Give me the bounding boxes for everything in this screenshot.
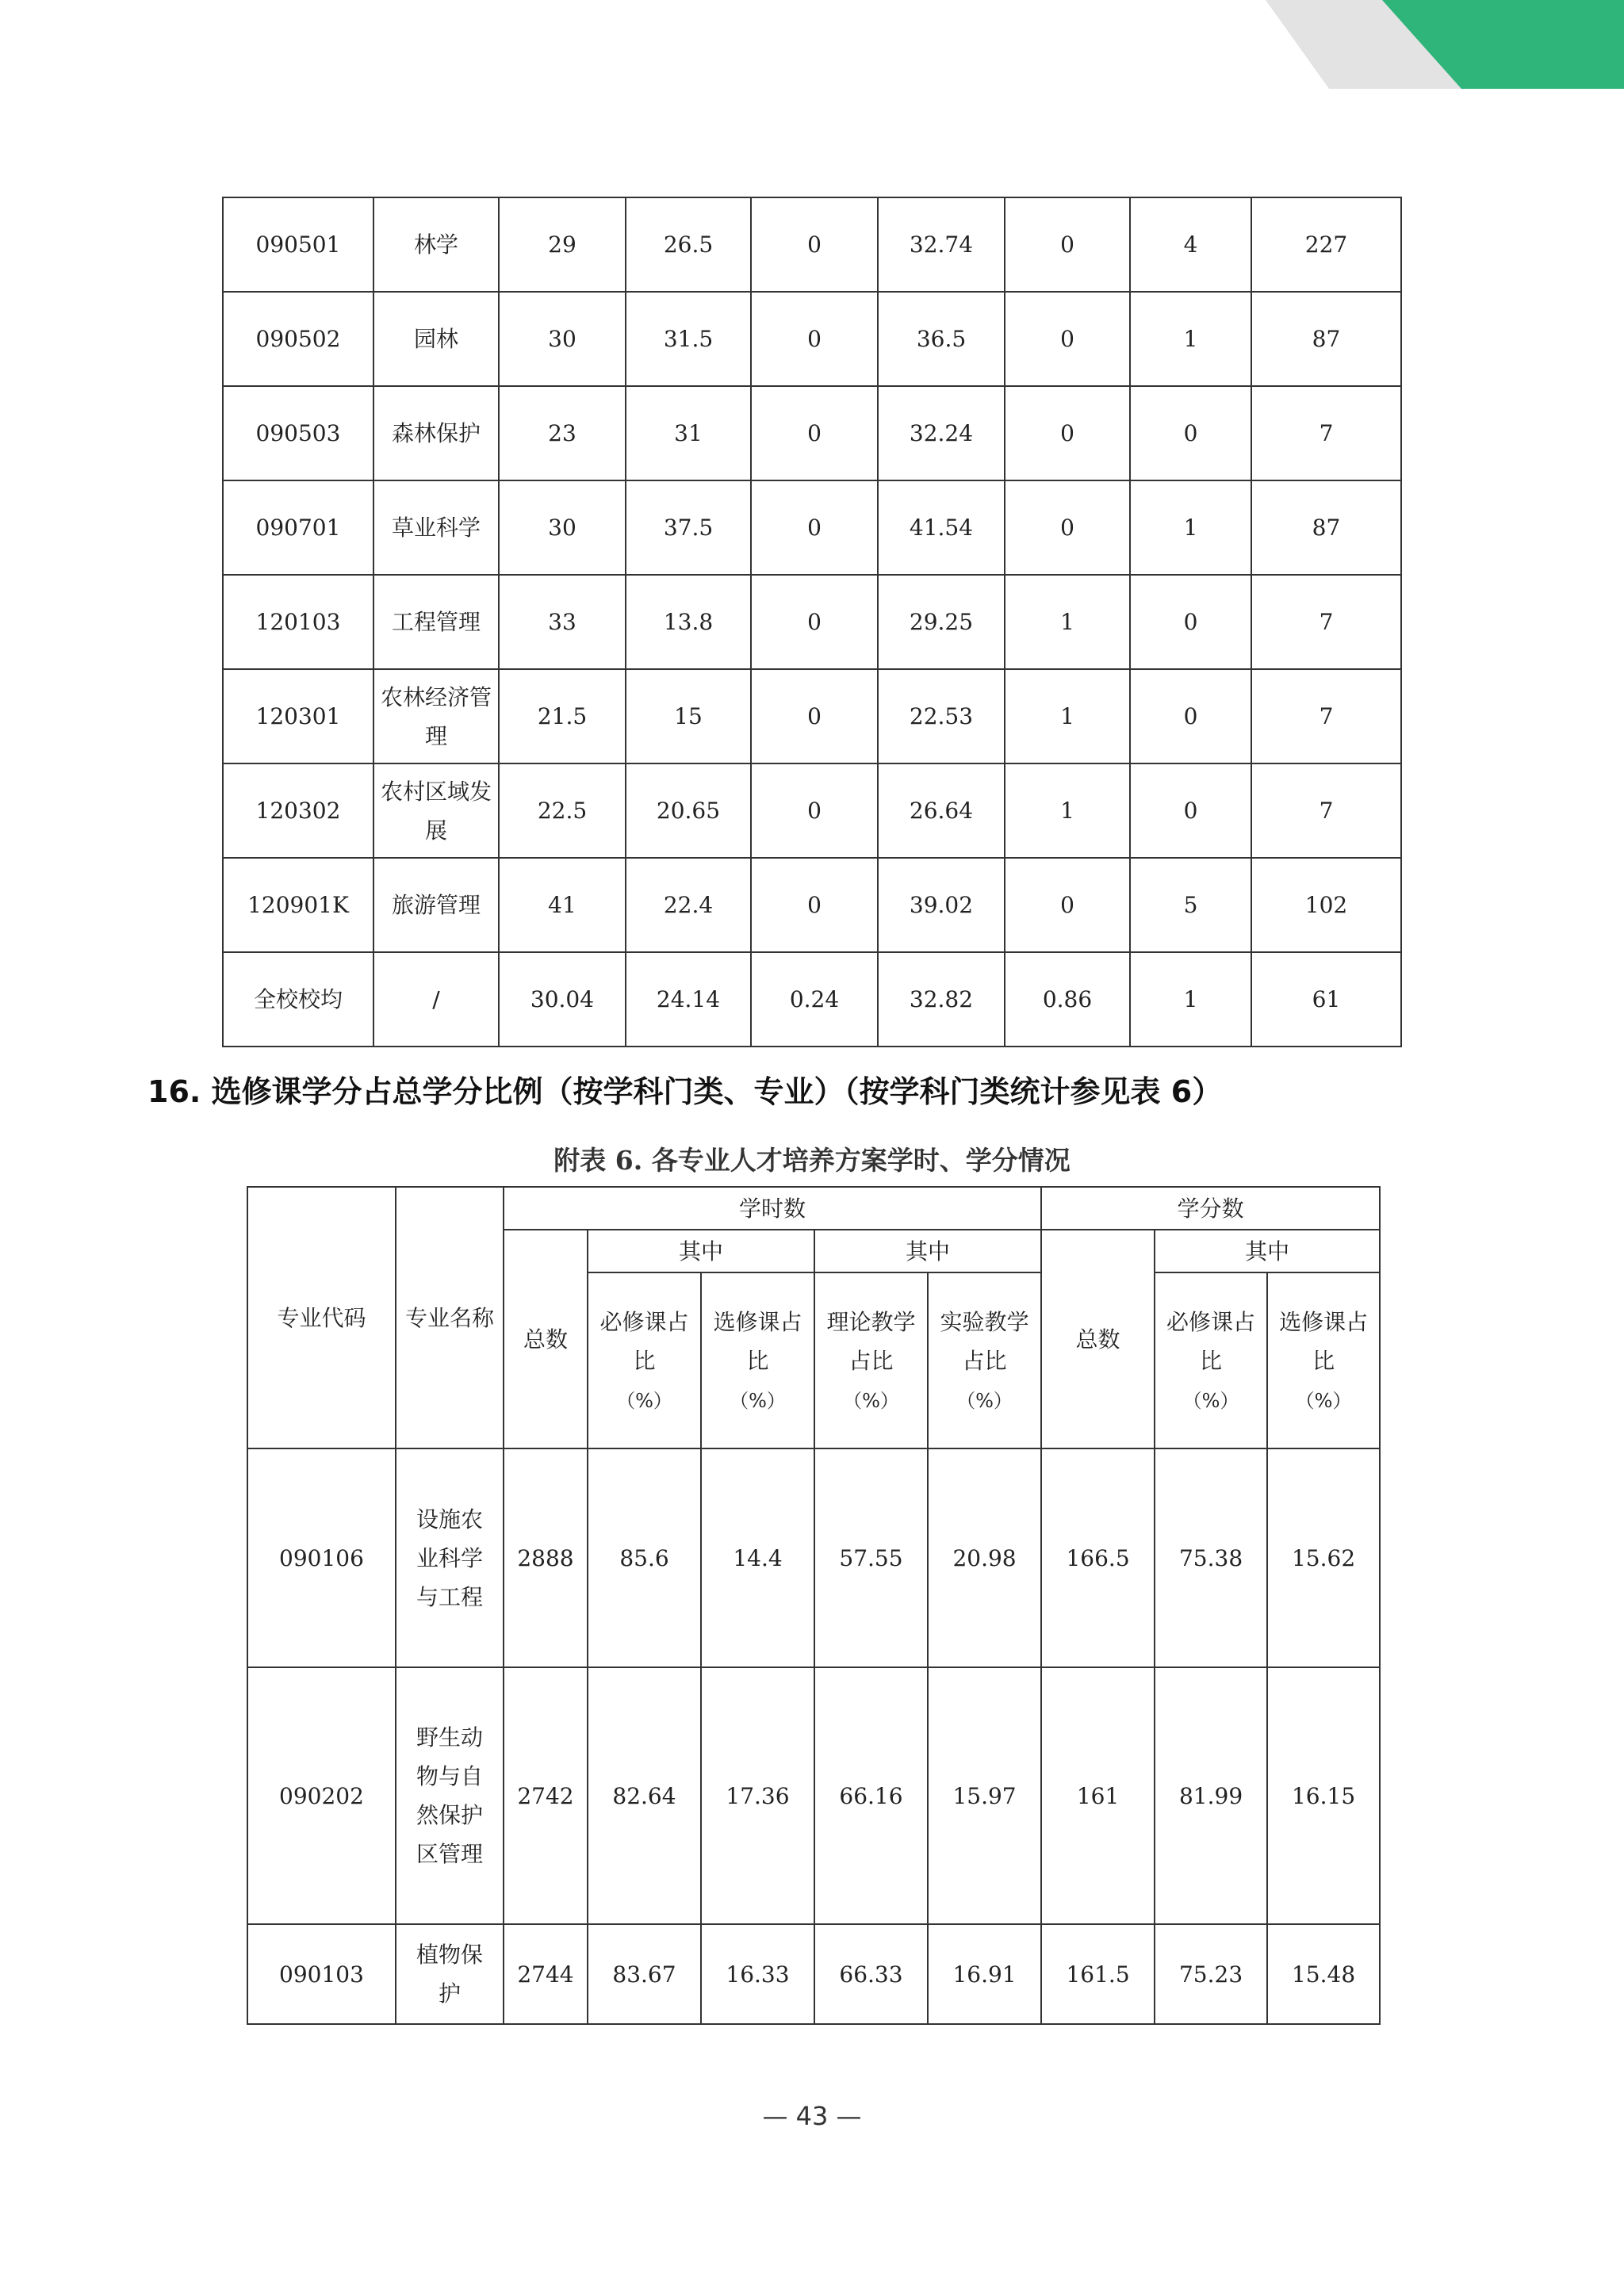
credit-table-body bbox=[223, 197, 1401, 1047]
header-major-code: 专业代码 bbox=[247, 1187, 396, 1448]
table-cell: 090503 bbox=[223, 386, 373, 480]
table-cell: 61 bbox=[1251, 952, 1401, 1047]
corner-decoration bbox=[1228, 0, 1624, 95]
header-theory-ratio: 理论教学占比 （%） bbox=[814, 1272, 928, 1448]
table-cell: 0 bbox=[1005, 480, 1130, 575]
table-cell: 31 bbox=[626, 386, 751, 480]
table-cell: 旅游管理 bbox=[373, 858, 499, 952]
table-cell: 2742 bbox=[504, 1667, 588, 1924]
table-cell: 4 bbox=[1130, 197, 1251, 292]
table-cell: 野生动物与自然保护区管理 bbox=[396, 1667, 504, 1924]
table-cell: 26.64 bbox=[878, 763, 1005, 858]
table-cell: 81.99 bbox=[1155, 1667, 1267, 1924]
table-caption: 附表 6. 各专业人才培养方案学时、学分情况 bbox=[553, 1145, 1071, 1176]
table-cell: 草业科学 bbox=[373, 480, 499, 575]
table-cell: 85.6 bbox=[588, 1448, 701, 1667]
table-cell: 227 bbox=[1251, 197, 1401, 292]
table-cell: 1 bbox=[1130, 952, 1251, 1047]
header-hours-total: 总数 bbox=[504, 1230, 588, 1448]
table-cell: 1 bbox=[1130, 292, 1251, 386]
table-cell: 32.74 bbox=[878, 197, 1005, 292]
section-heading: 16. 选修课学分占总学分比例（按学科门类、专业）（按学科门类统计参见表 6） bbox=[147, 1074, 1223, 1109]
table-cell: 16.91 bbox=[928, 1924, 1041, 2024]
table-cell: 29 bbox=[499, 197, 626, 292]
table-cell: 1 bbox=[1005, 669, 1130, 763]
table-cell: 29.25 bbox=[878, 575, 1005, 669]
header-credits-total: 总数 bbox=[1041, 1230, 1155, 1448]
table-cell: 161.5 bbox=[1041, 1924, 1155, 2024]
table-cell: 30.04 bbox=[499, 952, 626, 1047]
table-row bbox=[223, 197, 1401, 292]
table-cell: 57.55 bbox=[814, 1448, 928, 1667]
table-cell: 39.02 bbox=[878, 858, 1005, 952]
table-cell: 7 bbox=[1251, 669, 1401, 763]
table-cell: 22.53 bbox=[878, 669, 1005, 763]
header-major-name: 专业名称 bbox=[396, 1187, 504, 1448]
table-row bbox=[223, 952, 1401, 1047]
table-row bbox=[223, 292, 1401, 386]
table-cell: 0 bbox=[751, 669, 878, 763]
table-cell: 41 bbox=[499, 858, 626, 952]
table-cell: 15.48 bbox=[1267, 1924, 1380, 2024]
table-cell: 090202 bbox=[247, 1667, 396, 1924]
header-lab-ratio: 实验教学占比 （%） bbox=[928, 1272, 1041, 1448]
table-cell: 0 bbox=[751, 858, 878, 952]
table-cell: 0 bbox=[1130, 386, 1251, 480]
table-cell: 设施农业科学与工程 bbox=[396, 1448, 504, 1667]
table-cell: 2744 bbox=[504, 1924, 588, 2024]
table-cell: 090701 bbox=[223, 480, 373, 575]
header-credits-of-which: 其中 bbox=[1155, 1230, 1380, 1272]
table-cell: 0 bbox=[751, 292, 878, 386]
table-cell: 7 bbox=[1251, 763, 1401, 858]
table-cell: 15 bbox=[626, 669, 751, 763]
table-cell: 0.86 bbox=[1005, 952, 1130, 1047]
table-cell: 7 bbox=[1251, 575, 1401, 669]
table-cell: 农林经济管理 bbox=[373, 669, 499, 763]
header-credits-required-ratio: 必修课占比 （%） bbox=[1155, 1272, 1267, 1448]
table-cell: 41.54 bbox=[878, 480, 1005, 575]
table-cell: 0 bbox=[751, 763, 878, 858]
table-cell: 7 bbox=[1251, 386, 1401, 480]
header-credits-elective-ratio: 选修课占比 （%） bbox=[1267, 1272, 1380, 1448]
table-cell: 161 bbox=[1041, 1667, 1155, 1924]
table-cell: 园林 bbox=[373, 292, 499, 386]
table-cell: 工程管理 bbox=[373, 575, 499, 669]
table-cell: 20.98 bbox=[928, 1448, 1041, 1667]
table-cell: 26.5 bbox=[626, 197, 751, 292]
table-cell: 林学 bbox=[373, 197, 499, 292]
table-row bbox=[223, 669, 1401, 763]
table-cell: 120302 bbox=[223, 763, 373, 858]
table-cell: 0 bbox=[1005, 292, 1130, 386]
table-cell: 30 bbox=[499, 292, 626, 386]
table-row bbox=[247, 1667, 1380, 1924]
table-cell: 0 bbox=[751, 575, 878, 669]
table-cell: 1 bbox=[1130, 480, 1251, 575]
table-cell: 2888 bbox=[504, 1448, 588, 1667]
table-cell: 87 bbox=[1251, 292, 1401, 386]
table-cell: 1 bbox=[1005, 575, 1130, 669]
table-cell: 0 bbox=[1005, 858, 1130, 952]
table-cell: 15.97 bbox=[928, 1667, 1041, 1924]
page-number: — 43 — bbox=[762, 2101, 862, 2131]
table-row bbox=[223, 386, 1401, 480]
table-cell: 0.24 bbox=[751, 952, 878, 1047]
table-cell: 87 bbox=[1251, 480, 1401, 575]
header-hours-group: 学时数 bbox=[504, 1187, 1041, 1230]
table-cell: 农村区域发展 bbox=[373, 763, 499, 858]
table-row bbox=[247, 1448, 1380, 1667]
table-row bbox=[223, 575, 1401, 669]
table-cell: 13.8 bbox=[626, 575, 751, 669]
table-cell: 32.82 bbox=[878, 952, 1005, 1047]
table-row bbox=[247, 1924, 1380, 2024]
table-cell: 166.5 bbox=[1041, 1448, 1155, 1667]
table-cell: 120103 bbox=[223, 575, 373, 669]
table-cell: 0 bbox=[1130, 575, 1251, 669]
credit-table-continued bbox=[222, 197, 1402, 1047]
table-cell: 30 bbox=[499, 480, 626, 575]
table-row bbox=[223, 480, 1401, 575]
header-required-ratio: 必修课占比 （%） bbox=[588, 1272, 701, 1448]
table-cell: 090103 bbox=[247, 1924, 396, 2024]
table-cell: 0 bbox=[751, 480, 878, 575]
table-cell: 0 bbox=[1005, 197, 1130, 292]
table-row bbox=[223, 763, 1401, 858]
table-cell: 森林保护 bbox=[373, 386, 499, 480]
table-cell: 090501 bbox=[223, 197, 373, 292]
table-cell: 66.16 bbox=[814, 1667, 928, 1924]
table-cell: 090106 bbox=[247, 1448, 396, 1667]
table-cell: / bbox=[373, 952, 499, 1047]
table-cell: 82.64 bbox=[588, 1667, 701, 1924]
table-cell: 16.15 bbox=[1267, 1667, 1380, 1924]
table-cell: 15.62 bbox=[1267, 1448, 1380, 1667]
table-cell: 75.38 bbox=[1155, 1448, 1267, 1667]
table-cell: 83.67 bbox=[588, 1924, 701, 2024]
table-cell: 120301 bbox=[223, 669, 373, 763]
table-cell: 66.33 bbox=[814, 1924, 928, 2024]
header-hours-of-which-teaching: 其中 bbox=[814, 1230, 1041, 1272]
curriculum-hours-credits-table bbox=[247, 1186, 1381, 2025]
table-cell: 36.5 bbox=[878, 292, 1005, 386]
table-cell: 17.36 bbox=[701, 1667, 814, 1924]
table-cell: 16.33 bbox=[701, 1924, 814, 2024]
table-cell: 21.5 bbox=[499, 669, 626, 763]
table-cell: 120901K bbox=[223, 858, 373, 952]
table-cell: 102 bbox=[1251, 858, 1401, 952]
table-cell: 75.23 bbox=[1155, 1924, 1267, 2024]
table-cell: 24.14 bbox=[626, 952, 751, 1047]
table-cell: 5 bbox=[1130, 858, 1251, 952]
table-cell: 0 bbox=[1005, 386, 1130, 480]
table-cell: 32.24 bbox=[878, 386, 1005, 480]
table-cell: 植物保护 bbox=[396, 1924, 504, 2024]
table-cell: 33 bbox=[499, 575, 626, 669]
table-cell: 0 bbox=[1130, 763, 1251, 858]
table-row bbox=[223, 858, 1401, 952]
table-cell: 14.4 bbox=[701, 1448, 814, 1667]
table-cell: 22.4 bbox=[626, 858, 751, 952]
header-credits-group: 学分数 bbox=[1041, 1187, 1380, 1230]
table-cell: 090502 bbox=[223, 292, 373, 386]
table-cell: 22.5 bbox=[499, 763, 626, 858]
header-hours-of-which-course: 其中 bbox=[588, 1230, 814, 1272]
table-cell: 20.65 bbox=[626, 763, 751, 858]
table-cell: 0 bbox=[751, 386, 878, 480]
table-cell: 0 bbox=[751, 197, 878, 292]
table-cell: 23 bbox=[499, 386, 626, 480]
table-cell: 37.5 bbox=[626, 480, 751, 575]
table-cell: 1 bbox=[1005, 763, 1130, 858]
table-cell: 全校校均 bbox=[223, 952, 373, 1047]
header-elective-ratio: 选修课占比 （%） bbox=[701, 1272, 814, 1448]
table-cell: 31.5 bbox=[626, 292, 751, 386]
table-cell: 0 bbox=[1130, 669, 1251, 763]
